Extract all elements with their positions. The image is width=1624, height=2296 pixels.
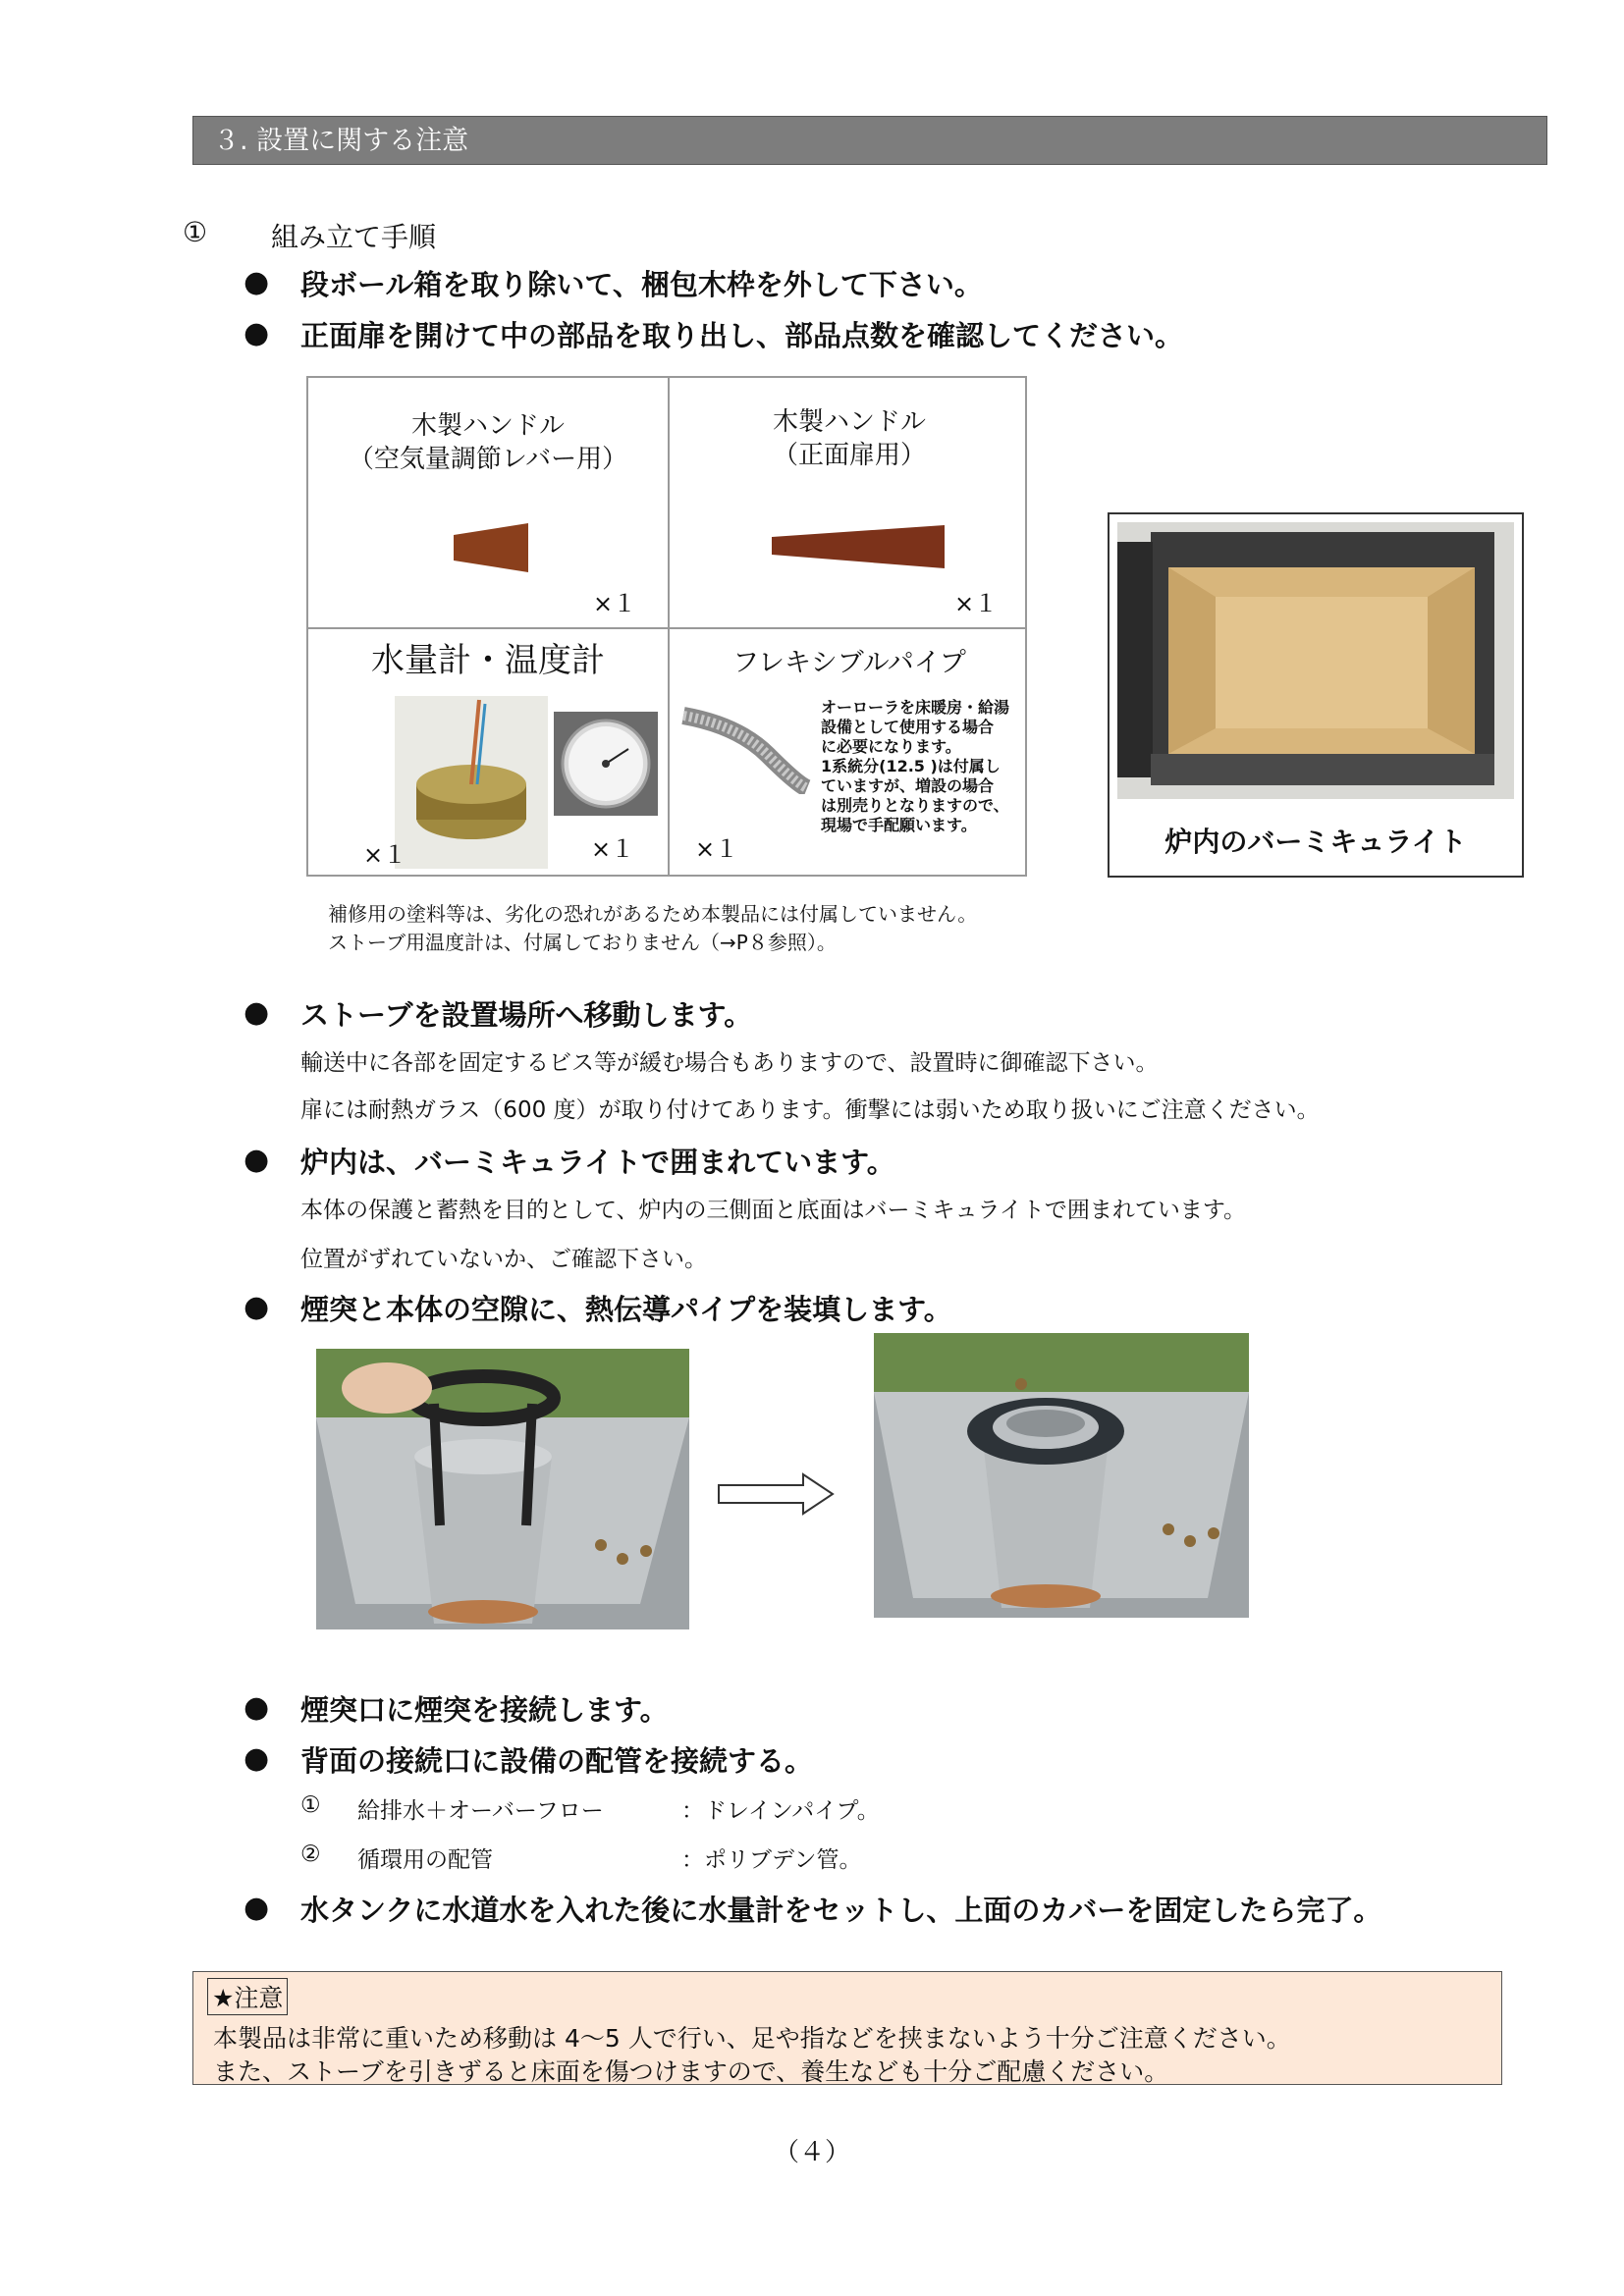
piping-item-2-num: ② xyxy=(300,1842,321,1867)
part-air-handle-title: 木製ハンドル （空気量調節レバー用） xyxy=(348,411,628,474)
water-gauge-qty: ×１ xyxy=(363,841,407,869)
vermiculite-note-2: 位置がずれていないか、ご確認下さい。 xyxy=(300,1247,707,1272)
bullet-dot-icon: ● xyxy=(244,265,270,299)
caution-box xyxy=(192,1971,1502,2085)
piping-item-2-value: ：ポリブデン管。 xyxy=(681,1847,862,1873)
heat-pipe-before-image xyxy=(316,1349,689,1629)
piping-item-1-name: 給排水＋オーバーフロー xyxy=(357,1798,604,1824)
bullet-check-parts: ● 正面扉を開けて中の部品を取り出し、部品点数を確認してください。 xyxy=(244,316,1184,352)
caution-line-1: 本製品は非常に重いため移動は 4～5 人で行い、足や指などを挟まないよう十分ご注意ください。 xyxy=(213,2024,1291,2053)
water-gauge-image xyxy=(395,696,548,869)
bullet-heat-pipe: ● 煙突と本体の空隙に、熱伝導パイプを装填します。 xyxy=(244,1290,952,1326)
wooden-handle-long-image xyxy=(772,525,945,568)
part-flex-pipe-title: フレキシブルパイプ xyxy=(732,648,966,678)
parts-table xyxy=(306,376,1027,877)
photo-caption: 炉内のバーミキュライト xyxy=(1164,826,1467,858)
piping-item-1-value: ：ドレインパイプ。 xyxy=(681,1798,880,1824)
note-paint: 補修用の塗料等は、劣化の恐れがあるため本製品には付属していません。 xyxy=(328,902,978,926)
bullet-connect-piping: ● 背面の接続口に設備の配管を接続する。 xyxy=(244,1741,814,1778)
move-note-1: 輸送中に各部を固定するビス等が緩む場合もありますので、設置時に御確認下さい。 xyxy=(300,1050,1159,1076)
piping-item-1-num: ① xyxy=(300,1792,321,1818)
flex-pipe-qty: ×１ xyxy=(695,835,739,863)
bullet-dot-icon: ● xyxy=(244,1290,270,1324)
bullet-dot-icon: ● xyxy=(244,995,270,1030)
piping-item-2-name: 循環用の配管 xyxy=(357,1847,493,1873)
bullet-vermiculite: ● 炉内は、バーミキュライトで囲まれています。 xyxy=(244,1143,895,1179)
bullet-dot-icon: ● xyxy=(244,1143,270,1177)
part-air-handle-qty: ×１ xyxy=(593,590,637,617)
arrow-right-icon xyxy=(717,1472,837,1516)
thermometer-qty: ×１ xyxy=(591,835,635,863)
heat-pipe-after-image xyxy=(874,1333,1249,1618)
note-thermometer: ストーブ用温度計は、付属しておりません（→P８参照）。 xyxy=(328,931,837,954)
caution-label: ★注意 xyxy=(207,1978,288,2015)
bullet-dot-icon: ● xyxy=(244,1741,270,1776)
page-number: （４） xyxy=(773,2138,850,2167)
bullet-dot-icon: ● xyxy=(244,316,270,350)
bullet-remove-box: ● 段ボール箱を取り除いて、梱包木枠を外して下さい。 xyxy=(244,265,983,301)
wooden-handle-small-image xyxy=(454,523,528,572)
bullet-dot-icon: ● xyxy=(244,1891,270,1925)
bullet-fill-water: ● 水タンクに水道水を入れた後に水量計をセットし、上面のカバーを固定したら完了。 xyxy=(244,1891,1382,1927)
part-door-handle-qty: ×１ xyxy=(954,590,999,617)
thermometer-image xyxy=(554,712,658,816)
flexible-pipe-image xyxy=(679,706,813,794)
bullet-dot-icon: ● xyxy=(244,1690,270,1725)
flex-pipe-description: オーローラを床暖房・給湯 設備として使用する場合 に必要になります。 1系統分(12.5 )は付属し ていますが、増設の場合 は別売りとなりますので、 現場で手配願います。 xyxy=(821,698,1010,834)
stove-interior-image xyxy=(1117,522,1514,799)
vermiculite-note-1: 本体の保護と蓄熱を目的として、炉内の三側面と底面はバーミキュライトで囲まれています。 xyxy=(300,1198,1247,1223)
step-number: ① xyxy=(183,216,208,248)
stove-interior-photo xyxy=(1108,512,1524,878)
bullet-connect-chimney: ● 煙突口に煙突を接続します。 xyxy=(244,1690,669,1727)
section-header xyxy=(192,116,1547,165)
move-note-2: 扉には耐熱ガラス（600 度）が取り付けてあります。衝撃には弱いため取り扱いにご注意ください。 xyxy=(300,1097,1320,1123)
step-title: 組み立て手順 xyxy=(271,221,437,253)
bullet-move-stove: ● ストーブを設置場所へ移動します。 xyxy=(244,995,753,1032)
part-gauge-title: 水量計・温度計 xyxy=(371,641,605,680)
section-title: ３. 設置に関する注意 xyxy=(213,126,469,156)
part-door-handle-title: 木製ハンドル （正面扉用） xyxy=(772,407,926,470)
caution-line-2: また、ストーブを引きずると床面を傷つけますので、養生なども十分ご配慮ください。 xyxy=(213,2057,1169,2086)
